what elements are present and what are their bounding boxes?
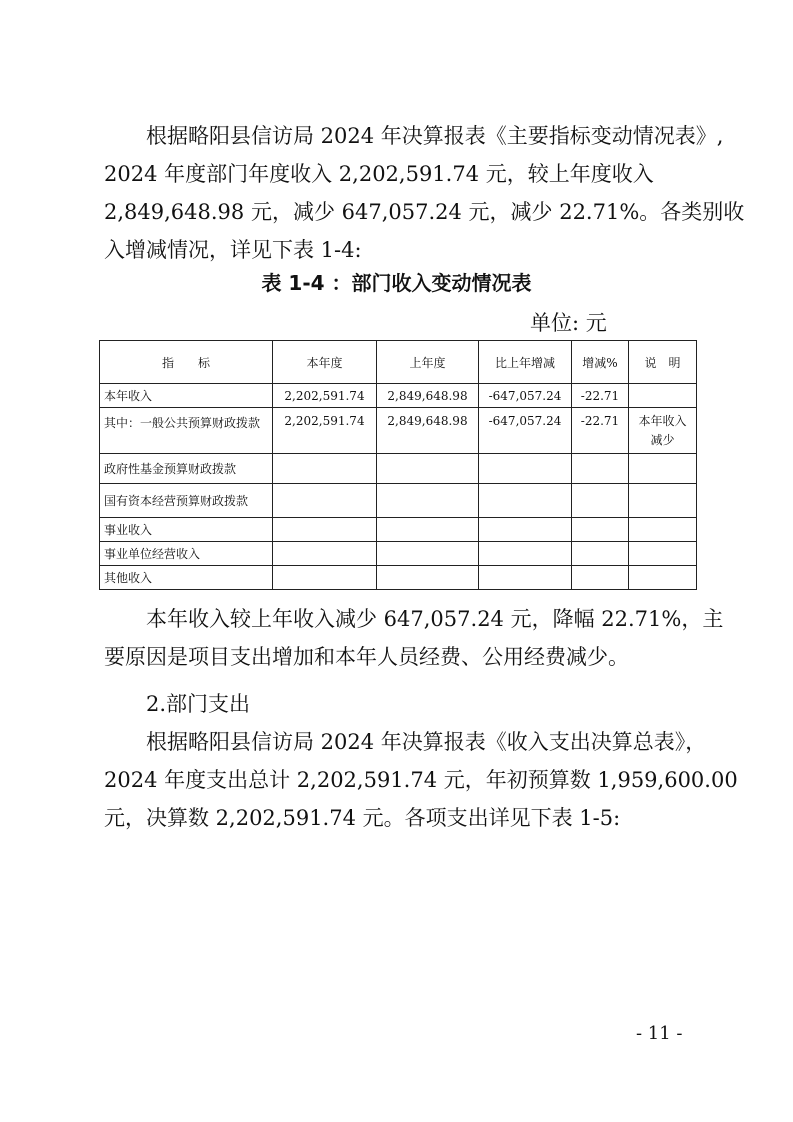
previous-year-cell xyxy=(377,454,479,484)
current-year-cell: 2,202,591.74 xyxy=(273,384,377,408)
change-cell xyxy=(479,518,572,542)
change-percent-cell xyxy=(572,518,629,542)
table-title: 表 1-4 ：部门收入变动情况表 xyxy=(261,271,532,295)
previous-year-cell xyxy=(377,518,479,542)
row-label: 其中：一般公共预算财政拨款 xyxy=(100,408,273,454)
current-year-cell xyxy=(273,484,377,518)
expense-line: 2024 年度支出总计 2,202,591.74 元，年初预算数 1,959,600.00 xyxy=(104,768,738,792)
note-cell xyxy=(629,384,697,408)
intro-line: 2,849,648.98 元，减少 647,057.24 元，减少 22.71%。各类别收 xyxy=(104,200,745,224)
note-cell xyxy=(629,518,697,542)
change-percent-cell xyxy=(572,454,629,484)
page-number: - 11 - xyxy=(636,1023,683,1044)
note-cell: 本年收入减少 xyxy=(629,408,697,454)
unit-label: 单位: 元 xyxy=(530,311,607,335)
change-cell xyxy=(479,566,572,590)
previous-year-cell xyxy=(377,484,479,518)
section-heading xyxy=(104,685,690,723)
change-percent-cell: -22.71 xyxy=(572,408,629,454)
table-row xyxy=(100,518,697,542)
expense-line: 元，决算数 2,202,591.74 元。各项支出详见下表 1-5: xyxy=(104,806,621,830)
previous-year-cell: 2,849,648.98 xyxy=(377,408,479,454)
table-row xyxy=(100,484,697,518)
row-label: 其他收入 xyxy=(100,566,273,590)
header-cell: 上年度 xyxy=(377,341,479,384)
row-label: 政府性基金预算财政拨款 xyxy=(100,454,273,484)
intro-line: 2024 年度部门年度收入 2,202,591.74 元，较上年度收入 xyxy=(104,162,654,186)
intro-line: 根据略阳县信访局 2024 年决算报表《主要指标变动情况表》, xyxy=(146,124,724,148)
table-row xyxy=(100,454,697,484)
change-cell xyxy=(479,542,572,566)
previous-year-cell xyxy=(377,542,479,566)
intro-line: 入增减情况，详见下表 1-4: xyxy=(104,238,362,262)
summary-paragraph xyxy=(104,600,724,676)
table-row xyxy=(100,408,697,454)
row-label: 事业收入 xyxy=(100,518,273,542)
row-label: 本年收入 xyxy=(100,384,273,408)
change-percent-cell: -22.71 xyxy=(572,384,629,408)
note-cell xyxy=(629,484,697,518)
current-year-cell xyxy=(273,518,377,542)
change-percent-cell xyxy=(572,484,629,518)
income-change-table xyxy=(99,340,697,590)
intro-paragraph xyxy=(104,117,745,269)
current-year-cell xyxy=(273,454,377,484)
change-cell xyxy=(479,484,572,518)
header-cell: 说 明 xyxy=(629,341,697,384)
summary-line: 要原因是项目支出增加和本年人员经费、公用经费减少。 xyxy=(104,645,629,669)
previous-year-cell xyxy=(377,566,479,590)
table-row xyxy=(100,566,697,590)
section-heading-text: 2.部门支出 xyxy=(146,692,251,716)
change-percent-cell xyxy=(572,542,629,566)
table-row xyxy=(100,384,697,408)
change-cell xyxy=(479,454,572,484)
note-cell xyxy=(629,566,697,590)
header-cell: 本年度 xyxy=(273,341,377,384)
current-year-cell xyxy=(273,566,377,590)
header-cell: 指 标 xyxy=(100,341,273,384)
header-cell: 比上年增减 xyxy=(479,341,572,384)
expense-line: 根据略阳县信访局 2024 年决算报表《收入支出决算总表》， xyxy=(146,730,707,754)
table-header-row xyxy=(100,341,697,384)
row-label: 事业单位经营收入 xyxy=(100,542,273,566)
expense-paragraph xyxy=(104,723,738,837)
previous-year-cell: 2,849,648.98 xyxy=(377,384,479,408)
change-percent-cell xyxy=(572,566,629,590)
change-cell: -647,057.24 xyxy=(479,384,572,408)
summary-line: 本年收入较上年收入减少 647,057.24 元，降幅 22.71%，主 xyxy=(146,607,724,631)
note-cell xyxy=(629,542,697,566)
note-cell xyxy=(629,454,697,484)
current-year-cell xyxy=(273,542,377,566)
row-label: 国有资本经营预算财政拨款 xyxy=(100,484,273,518)
header-cell: 增减% xyxy=(572,341,629,384)
current-year-cell: 2,202,591.74 xyxy=(273,408,377,454)
table-row xyxy=(100,542,697,566)
change-cell: -647,057.24 xyxy=(479,408,572,454)
